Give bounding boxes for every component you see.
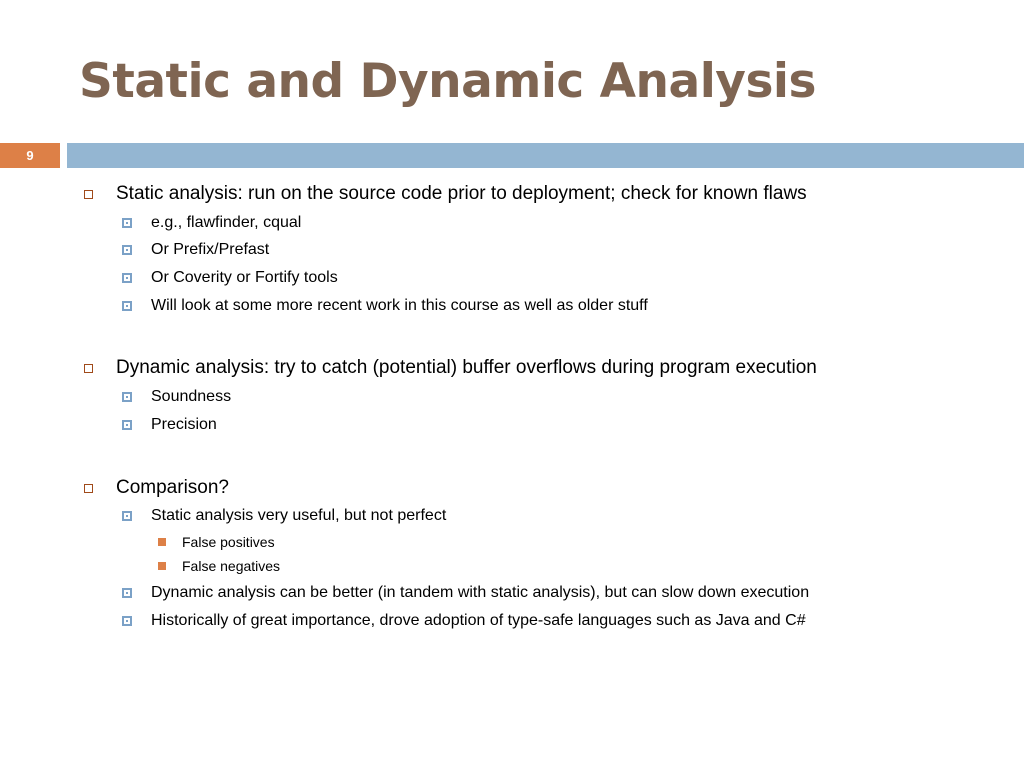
- square-bullet-icon: [122, 245, 132, 255]
- square-bullet-icon: [158, 538, 166, 546]
- square-bullet-icon: [84, 190, 93, 199]
- bullet-text: Or Prefix/Prefast: [151, 241, 270, 258]
- bullet-text: Historically of great importance, drove adoption of type-safe languages such as Java and C#: [151, 612, 806, 629]
- bullet-text: Dynamic analysis: try to catch (potential) buffer overflows during program execution: [116, 357, 817, 378]
- bullet-flawfinder: [151, 212, 301, 234]
- bullet-soundness: [151, 386, 231, 408]
- square-bullet-icon: [122, 616, 132, 626]
- square-bullet-icon: [122, 511, 132, 521]
- bullet-coverity: [151, 267, 338, 289]
- bullet-text: Soundness: [151, 388, 232, 405]
- square-bullet-icon: [122, 588, 132, 598]
- bullet-text: Dynamic analysis can be better (in tandem with static analysis), but can slow down execution: [151, 584, 810, 601]
- square-bullet-icon: [84, 364, 93, 373]
- bullet-text: Or Coverity or Fortify tools: [151, 269, 338, 286]
- bullet-false-positives: [182, 532, 275, 552]
- bullet-historically: [151, 610, 806, 632]
- bullet-static-analysis: [116, 182, 807, 206]
- bullet-dynamic-better: [151, 582, 809, 604]
- bullet-dynamic-analysis: [116, 356, 817, 380]
- bullet-false-negatives: [182, 556, 280, 576]
- square-bullet-icon: [84, 484, 93, 493]
- bullet-text: False negatives: [182, 558, 281, 574]
- bullet-recent-work: [151, 295, 648, 317]
- bullet-text: False positives: [182, 534, 275, 550]
- square-bullet-icon: [122, 420, 132, 430]
- slide-number: 9: [0, 143, 60, 168]
- slide-title: Static and Dynamic Analysis: [79, 54, 817, 109]
- bullet-text: Static analysis very useful, but not perfect: [151, 507, 447, 524]
- bullet-comparison: [116, 476, 229, 500]
- square-bullet-icon: [158, 562, 166, 570]
- bullet-precision: [151, 414, 217, 436]
- bullet-text: e.g., flawfinder, cqual: [151, 214, 302, 231]
- bullet-text: Static analysis: run on the source code prior to deployment; check for known flaws: [116, 183, 807, 204]
- square-bullet-icon: [122, 218, 132, 228]
- bullet-static-useful: [151, 505, 446, 527]
- square-bullet-icon: [122, 392, 132, 402]
- bullet-text: Precision: [151, 416, 217, 433]
- square-bullet-icon: [122, 301, 132, 311]
- square-bullet-icon: [122, 273, 132, 283]
- bullet-prefix: [151, 239, 269, 261]
- bullet-text: Comparison?: [116, 477, 229, 498]
- bullet-text: Will look at some more recent work in this course as well as older stuff: [151, 297, 648, 314]
